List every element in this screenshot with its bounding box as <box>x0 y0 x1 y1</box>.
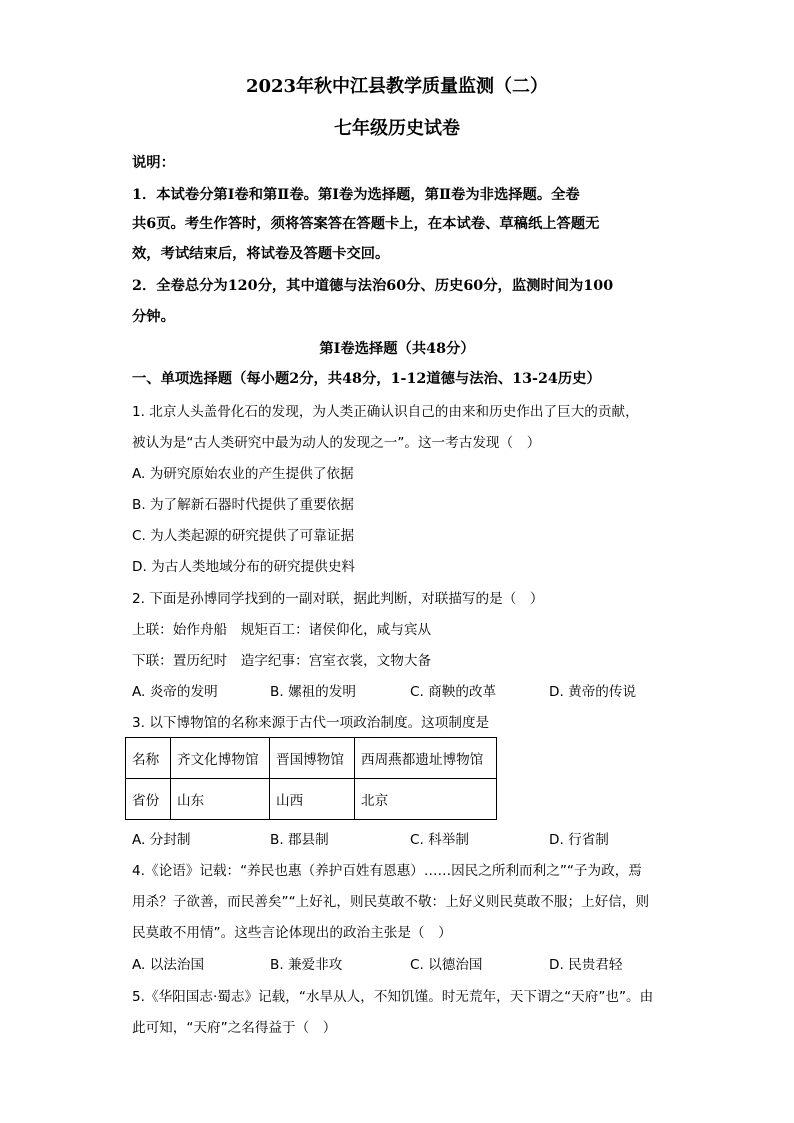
q3-option-a: A. 分封制 <box>132 832 191 848</box>
q2-upper-couplet: 上联：始作舟船 规矩百工：诸侯仰化，咸与宾从 <box>132 622 432 638</box>
q1-option-c: C. 为人类起源的研究提供了可靠证据 <box>132 528 355 544</box>
q2-stem: 2. 下面是孙博同学找到的一副对联，据此判断，对联描写的是（ ） <box>132 591 544 607</box>
exam-title: 2023年秋中江县教学质量监测（二） <box>245 76 549 97</box>
table-cell: 晋国博物馆 <box>270 738 355 779</box>
table-row-label: 名称 <box>126 738 171 779</box>
exam-subtitle: 七年级历史试卷 <box>334 118 460 139</box>
q4-stem-line-1: 4.《论语》记载：“养民也惠（养护百姓有恩惠）……因民之所利而利之”“子为政，焉 <box>132 863 642 879</box>
table-cell: 山东 <box>171 779 270 820</box>
q3-stem: 3. 以下博物馆的名称来源于古代一项政治制度。这项制度是 <box>132 715 490 731</box>
q2-lower-couplet: 下联：置历纪时 造字纪事：宫室衣裳，文物大备 <box>132 653 432 669</box>
table-cell: 齐文化博物馆 <box>171 738 270 779</box>
table-cell: 北京 <box>355 779 497 820</box>
q4-stem-line-3: 民莫敢不用情”。这些言论体现出的政治主张是（ ） <box>132 925 452 941</box>
q1-option-a: A. 为研究原始农业的产生提供了依据 <box>132 466 354 482</box>
table-row <box>126 738 497 779</box>
q3-option-d: D. 行省制 <box>549 832 609 848</box>
instruction-1-line-3: 效，考试结束后，将试卷及答题卡交回。 <box>132 246 390 262</box>
part-1-heading: 第Ⅰ卷选择题（共48分） <box>319 341 475 357</box>
q2-option-c: C. 商鞅的改革 <box>410 684 497 700</box>
q4-option-c: C. 以德治国 <box>410 957 483 973</box>
instruction-2-line-2: 分钟。 <box>132 309 175 325</box>
q1-stem-line-2: 被认为是“古人类研究中最为动人的发现之一”。这一考古发现（ ） <box>132 435 541 451</box>
q3-option-b: B. 郡县制 <box>270 832 329 848</box>
q5-stem-line-1: 5.《华阳国志·蜀志》记载，“水旱从人，不知饥馑。时无荒年，天下谓之“天府”也”。由 <box>132 989 654 1005</box>
q1-option-b: B. 为了解新石器时代提供了重要依据 <box>132 497 354 513</box>
instruction-1-line-1: 1．本试卷分第Ⅰ卷和第Ⅱ卷。第Ⅰ卷为选择题，第Ⅱ卷为非选择题。全卷 <box>132 187 580 203</box>
museum-table <box>125 737 497 820</box>
table-cell: 西周燕都遗址博物馆 <box>355 738 497 779</box>
instruction-2-line-1: 2．全卷总分为120分，其中道德与法治60分、历史60分，监测时间为100 <box>132 278 614 294</box>
table-row <box>126 779 497 820</box>
table-row-label: 省份 <box>126 779 171 820</box>
section-heading: 一、单项选择题（每小题2分，共48分，1-12道德与法治、13-24历史） <box>132 371 601 387</box>
q4-stem-line-2: 用杀？子欲善，而民善矣”“上好礼，则民莫敢不敬：上好义则民莫敢不服；上好信，则 <box>132 894 650 910</box>
q1-option-d: D. 为古人类地域分布的研究提供史料 <box>132 559 356 575</box>
q3-option-c: C. 科举制 <box>410 832 469 848</box>
q4-option-a: A. 以法治国 <box>132 957 205 973</box>
q2-option-d: D. 黄帝的传说 <box>549 684 637 700</box>
q2-option-a: A. 炎帝的发明 <box>132 684 218 700</box>
instructions-label: 说明： <box>132 155 175 171</box>
q5-stem-line-2: 此可知，“天府”之名得益于（ ） <box>132 1020 337 1036</box>
q4-option-d: D. 民贵君轻 <box>549 957 623 973</box>
table-cell: 山西 <box>270 779 355 820</box>
q1-stem-line-1: 1. 北京人头盖骨化石的发现，为人类正确认识自己的由来和历史作出了巨大的贡献， <box>132 404 639 420</box>
q4-option-b: B. 兼爱非攻 <box>270 957 343 973</box>
instruction-1-line-2: 共6页。考生作答时，须将答案答在答题卡上，在本试卷、草稿纸上答题无 <box>132 216 600 232</box>
q2-option-b: B. 嫘祖的发明 <box>270 684 356 700</box>
